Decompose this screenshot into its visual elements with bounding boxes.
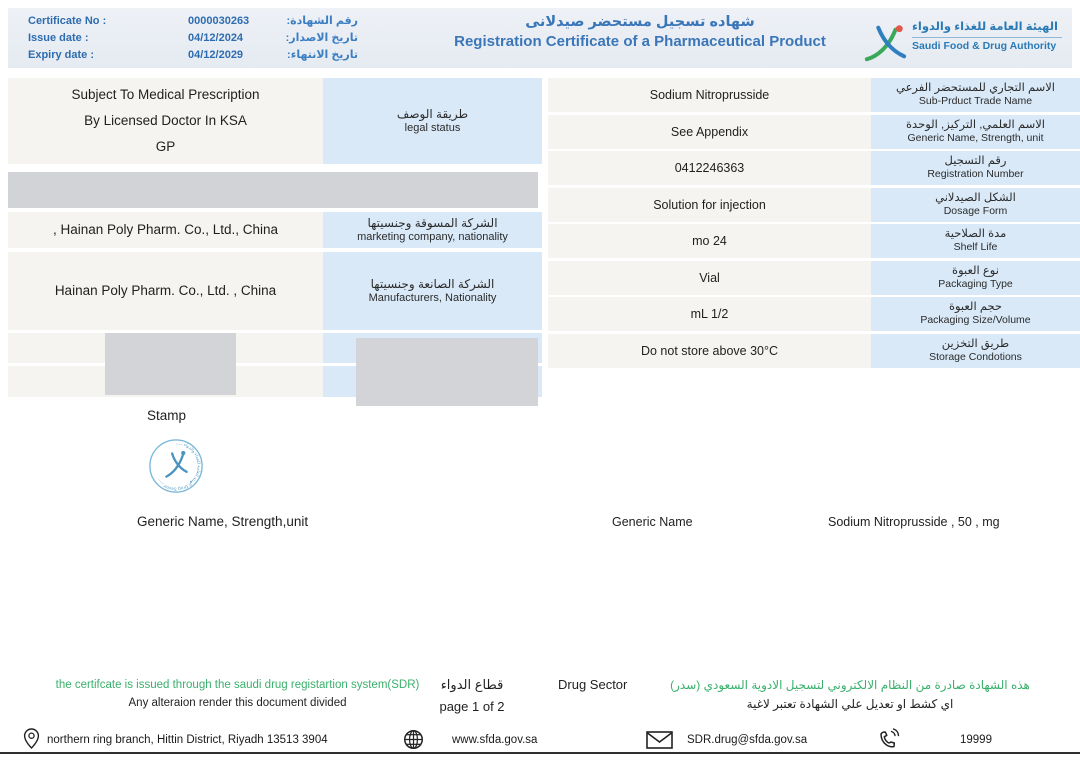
label-ar: نوع العبوة (952, 264, 999, 277)
note-arabic-green: هذه الشهادة صادرة من النظام الالكتروني لتسجيل الادوية السعودي (سدر) (670, 678, 1030, 692)
packaging-type-value: Vial (548, 261, 871, 295)
redacted-block-wide (8, 172, 538, 208)
storage-conditions-value: Do not store above 30°C (548, 334, 871, 368)
footer-website: www.sfda.gov.sa (452, 734, 538, 746)
redacted-block-left (105, 333, 236, 395)
authority-name-english: Saudi Food & Drug Authority (912, 40, 1057, 52)
label-en: Packaging Size/Volume (920, 314, 1031, 326)
generic-name-value: See Appendix (548, 115, 871, 149)
label-ar: مدة الصلاحية (944, 228, 1007, 240)
footer-address: northern ring branch, Hittin District, Riyadh 13513 3904 (47, 734, 328, 746)
certificate-no-label: Certificate No : (28, 15, 107, 27)
footer-phone: 19999 (960, 734, 992, 746)
legal-status-line-3: GP (155, 139, 176, 154)
note-english-green: the certifcate is issued through the saudi drug registartion system(SDR) (55, 679, 420, 691)
label-ar: حجم العبوة (948, 301, 1003, 313)
generic-section-heading: Generic Name, Strength,unit (137, 514, 309, 529)
drug-sector-english: Drug Sector (558, 677, 628, 692)
label-ar: الاسم التجاري للمستحضر الفرعي (895, 82, 1056, 94)
legal-status-line-1: Subject To Medical Prescription (71, 87, 260, 102)
certificate-no-label-ar: رقم الشهادة: (286, 15, 358, 27)
registration-number-value: 0412246363 (548, 151, 871, 185)
sfda-logo-text (912, 20, 1062, 54)
manufacturer-label (323, 252, 542, 330)
issue-date-value: 04/12/2024 (188, 32, 244, 44)
page-title-english: Registration Certificate of a Pharmaceutical Product (454, 33, 826, 50)
drug-sector-arabic: قطاع الدواء (440, 677, 504, 692)
field-row-marketing-company (8, 212, 542, 248)
label-ar: طريق التخزين (941, 337, 1010, 350)
dosage-form-value: Solution for injection (548, 188, 871, 222)
sfda-logo (858, 18, 1064, 64)
page-number: page 1 of 2 (439, 699, 505, 714)
sub-product-trade-name-label (871, 78, 1080, 112)
issue-date-label: Issue date : (28, 32, 89, 44)
legal-status-label-ar: طريقة الوصف (396, 107, 469, 121)
marketing-company-text: , Hainan Poly Pharm. Co., Ltd., China (52, 222, 279, 237)
certificate-no-value: 0000030263 (188, 15, 250, 27)
marketing-company-value (8, 212, 323, 248)
packaging-size-label (871, 297, 1080, 331)
packaging-size-value: mL 1/2 (548, 297, 871, 331)
manufacturer-label-en: Manufacturers, Nationality (368, 292, 497, 304)
shelf-life-value: mo 24 (548, 224, 871, 258)
authority-name-arabic: الهيئة العامة للغذاء والدواء (912, 20, 1062, 38)
packaging-type-label (871, 261, 1080, 295)
field-row-sub-product-trade-name (548, 78, 1080, 112)
legal-status-line-2: By Licensed Doctor In KSA (84, 113, 247, 128)
marketing-company-label-en: marketing company, nationality (357, 231, 508, 243)
legal-status-label-en: legal status (404, 122, 461, 134)
field-row-packaging-type (548, 261, 1080, 295)
certificate-meta (28, 13, 358, 64)
label-en: Sub-Prduct Trade Name (918, 95, 1033, 107)
note-arabic-black: اي كشط او تعديل علي الشهادة تعتبر لاغية (746, 697, 954, 711)
page-title-arabic: شهاده تسجيل مستحضر صيدلانى (525, 14, 755, 30)
field-row-dosage-form (548, 188, 1080, 222)
stamp-seal-icon (147, 437, 205, 495)
label-en: Storage Condotions (929, 350, 1022, 363)
label-en: Dosage Form (943, 204, 1008, 217)
manufacturer-text: Hainan Poly Pharm. Co., Ltd. , China (54, 283, 277, 298)
field-row-generic-name (548, 115, 1080, 149)
field-row-shelf-life (548, 224, 1080, 258)
meta-row-expiry-date (28, 47, 358, 64)
manufacturer-value (8, 252, 323, 330)
field-row-packaging-size (548, 297, 1080, 331)
generic-name-strength-value: Sodium Nitroprusside , 50 , mg (828, 515, 1000, 529)
field-row-legal-status (8, 78, 542, 164)
expiry-date-value: 04/12/2029 (188, 49, 244, 61)
right-field-table (548, 78, 1080, 370)
stamp-ring-text: الهيئة العامة للغذاء والدواء ـ ـ ـ Drug Sector ـ ـ ـ (155, 440, 202, 492)
note-english-black: Any alteraion render this document divided (128, 697, 347, 709)
globe-icon (403, 729, 424, 750)
field-row-storage-conditions (548, 334, 1080, 368)
shelf-life-label (871, 224, 1080, 258)
redacted-block-right (356, 338, 538, 406)
generic-name-label (871, 115, 1080, 149)
phone-icon (876, 727, 900, 751)
meta-row-certificate-no (28, 13, 358, 30)
label-en: Packaging Type (938, 277, 1013, 290)
label-ar: الاسم العلمي, التركيز, الوحدة (906, 118, 1045, 131)
manufacturer-label-ar: الشركة الصانعة وجنسيتها (370, 277, 495, 291)
legal-status-label (323, 78, 542, 164)
location-pin-icon (22, 727, 41, 750)
expiry-date-label: Expiry date : (28, 49, 95, 61)
label-ar: رقم التسجيل (944, 155, 1007, 167)
marketing-company-label (323, 212, 542, 248)
envelope-icon (646, 731, 673, 749)
meta-row-issue-date (28, 30, 358, 47)
issue-date-label-ar: تاريخ الاصدار: (285, 32, 358, 44)
field-row-registration-number (548, 151, 1080, 185)
label-en: Registration Number (927, 168, 1024, 180)
sub-product-trade-name-value: Sodium Nitroprusside (548, 78, 871, 112)
dosage-form-label (871, 188, 1080, 222)
legal-status-value (8, 78, 323, 164)
footer-email: SDR.drug@sfda.gov.sa (687, 734, 808, 746)
generic-name-column-label: Generic Name (612, 515, 693, 529)
registration-number-label (871, 151, 1080, 185)
footer-divider (0, 752, 1080, 754)
sfda-logo-icon (862, 22, 908, 64)
label-en: Generic Name, Strength, unit (907, 131, 1044, 144)
label-ar: الشكل الصيدلاني (935, 191, 1016, 204)
header-band (8, 8, 1072, 68)
stamp-label: Stamp (147, 408, 187, 423)
field-row-manufacturer (8, 252, 542, 330)
page-title (400, 12, 880, 52)
expiry-date-label-ar: تاريخ الانتهاء: (287, 49, 358, 61)
label-en: Shelf Life (953, 241, 998, 253)
storage-conditions-label (871, 334, 1080, 368)
marketing-company-label-ar: الشركة المسوقة وجنسيتها (367, 216, 498, 230)
